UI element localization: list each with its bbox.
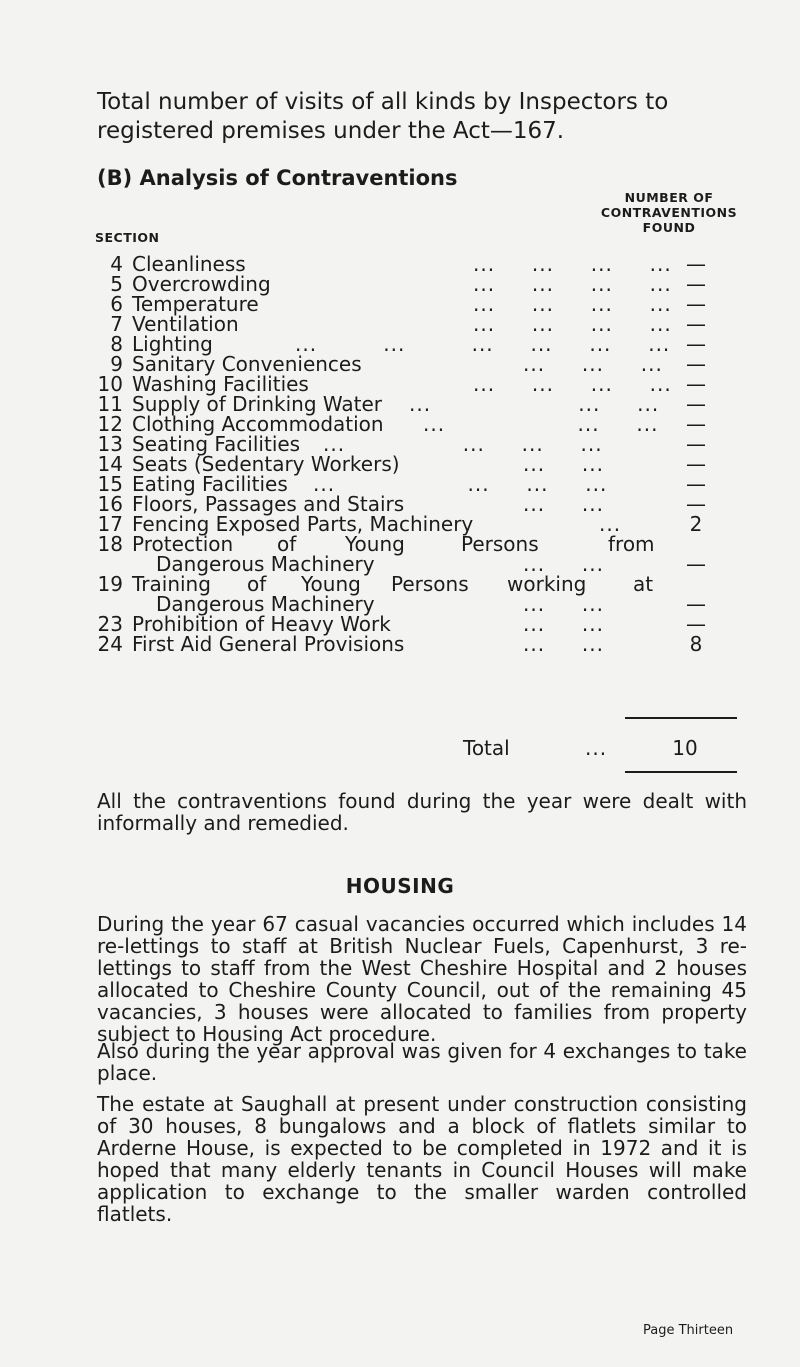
total-rule-bottom xyxy=(625,771,737,773)
contravention-count: — xyxy=(686,472,706,496)
contravention-count: — xyxy=(686,412,706,436)
section-label-word: of xyxy=(247,572,267,596)
column-header-number xyxy=(584,190,754,235)
total-rule-top xyxy=(625,717,737,719)
section-number: 23 xyxy=(97,612,123,636)
section-label: Seats (Sedentary Workers) xyxy=(132,452,400,476)
housing-heading: HOUSING xyxy=(345,874,455,898)
leader-dots: ... ... ... ... xyxy=(473,252,672,276)
contravention-count: — xyxy=(686,332,706,356)
table-row xyxy=(95,632,735,656)
table-row xyxy=(95,432,735,456)
section-label-word: of xyxy=(277,532,297,556)
leader-dots: ... ... ... ... xyxy=(473,372,672,396)
section-label-word: working xyxy=(507,572,587,596)
section-label: Ventilation xyxy=(132,312,239,336)
leader-dots: ... ... ... ... ... ... xyxy=(295,332,671,356)
housing-paragraph: During the year 67 casual vacancies occurred which includes 14 re-lettings to staff at British Nuclear Fuels, Capenhurst, 3 re-lettings to staff from the West Cheshire Hospital and 2 houses allocated to Cheshire County Council, out of the remaining 45 vacancies, 3 houses were allocated to families from property subject to Housing Act procedure. xyxy=(97,912,747,1046)
column-header-line: FOUND xyxy=(642,220,696,235)
table-row xyxy=(95,472,735,496)
leader-dots: ... xyxy=(599,512,622,536)
section-label-word: Young xyxy=(345,532,405,556)
section-number: 10 xyxy=(97,372,123,396)
contravention-count: — xyxy=(686,612,706,636)
table-row xyxy=(95,412,735,436)
housing-paragraph: The estate at Saughall at present under construction consisting of 30 houses, 8 bungalows and a block of flatlets similar to Arderne House, is expected to be completed in 1972 and it is hoped that many elderly tenants in Council Houses will make application to exchange to the smaller warden controlled flatlets. xyxy=(97,1092,747,1226)
column-header-line: NUMBER OF xyxy=(624,190,714,205)
table-row xyxy=(95,492,735,516)
page-footer: Page Thirteen xyxy=(643,1323,734,1338)
section-label: Fencing Exposed Parts, Machinery xyxy=(132,512,474,536)
leader-dots: ... ... ... xyxy=(409,392,660,416)
section-number: 18 xyxy=(97,532,123,556)
section-number: 4 xyxy=(110,252,123,276)
contravention-count: — xyxy=(686,272,706,296)
section-label-word: Persons xyxy=(391,572,469,596)
intro-paragraph: Total number of visits of all kinds by Inspectors to registered premises under the Act—167. xyxy=(97,89,669,144)
section-number: 17 xyxy=(97,512,123,536)
section-number: 5 xyxy=(110,272,123,296)
leader-dots: ... xyxy=(585,736,608,760)
total-value: 10 xyxy=(672,736,698,760)
section-label-continuation: Dangerous Machinery xyxy=(156,552,375,576)
section-label: Floors, Passages and Stairs xyxy=(132,492,405,516)
total-label: Total xyxy=(463,736,510,760)
section-label: Supply of Drinking Water xyxy=(132,392,382,416)
section-label: First Aid General Provisions xyxy=(132,632,405,656)
contravention-count: 8 xyxy=(689,632,703,656)
contravention-count: — xyxy=(686,552,706,576)
leader-dots: ... ... xyxy=(523,452,604,476)
section-label: Clothing Accommodation xyxy=(132,412,384,436)
section-label: Cleanliness xyxy=(132,252,246,276)
section-label: Overcrowding xyxy=(132,272,271,296)
section-heading: (B) Analysis of Contraventions xyxy=(97,166,458,190)
section-label-continuation: Dangerous Machinery xyxy=(156,592,375,616)
section-number: 13 xyxy=(97,432,123,456)
table-row xyxy=(95,392,735,416)
table-row xyxy=(95,312,735,336)
section-label: Prohibition of Heavy Work xyxy=(132,612,391,636)
leader-dots: ... ... ... xyxy=(423,412,659,436)
leader-dots: ... ... ... ... xyxy=(473,312,672,336)
section-label: Seating Facilities xyxy=(132,432,301,456)
contravention-count: — xyxy=(686,312,706,336)
section-label-word: Persons xyxy=(461,532,539,556)
housing-paragraph: Also during the year approval was given for 4 exchanges to take place. xyxy=(97,1039,747,1085)
table-row xyxy=(95,332,735,356)
table-row xyxy=(95,252,735,276)
leader-dots: ... ... xyxy=(523,632,604,656)
contraventions-table xyxy=(95,252,735,656)
contravention-count: — xyxy=(686,292,706,316)
table-row xyxy=(95,612,735,636)
leader-dots: ... ... xyxy=(523,492,604,516)
section-number: 9 xyxy=(110,352,123,376)
section-number: 6 xyxy=(110,292,123,316)
contravention-count: — xyxy=(686,252,706,276)
table-row xyxy=(95,512,735,536)
table-row xyxy=(95,292,735,316)
contravention-count: — xyxy=(686,492,706,516)
leader-dots: ... ... ... ... xyxy=(473,272,672,296)
section-number: 24 xyxy=(97,632,123,656)
section-label-word: Training xyxy=(132,572,211,596)
contravention-count: — xyxy=(686,592,706,616)
section-label: Sanitary Conveniences xyxy=(132,352,362,376)
column-header-section: SECTION xyxy=(95,230,160,245)
leader-dots: ... ... ... ... xyxy=(323,432,603,456)
table-row xyxy=(95,532,735,576)
leader-dots: ... ... ... xyxy=(523,352,663,376)
leader-dots: ... ... ... ... xyxy=(313,472,608,496)
section-number: 12 xyxy=(97,412,123,436)
leader-dots: ... ... ... ... xyxy=(473,292,672,316)
section-number: 8 xyxy=(110,332,123,356)
contravention-count: — xyxy=(686,392,706,416)
table-row xyxy=(95,372,735,396)
contravention-count: — xyxy=(686,372,706,396)
leader-dots: ... ... xyxy=(523,592,604,616)
section-number: 16 xyxy=(97,492,123,516)
column-header-line: CONTRAVENTIONS xyxy=(600,205,738,220)
section-label: Temperature xyxy=(132,292,259,316)
table-row xyxy=(95,352,735,376)
section-number: 11 xyxy=(97,392,123,416)
contravention-count: 2 xyxy=(689,512,703,536)
section-label-word: from xyxy=(608,532,655,556)
section-number: 19 xyxy=(97,572,123,596)
section-number: 15 xyxy=(97,472,123,496)
leader-dots: ... ... xyxy=(523,612,604,636)
section-label-word: Young xyxy=(301,572,361,596)
section-label-word: Protection xyxy=(132,532,234,556)
contravention-count: — xyxy=(686,352,706,376)
section-label: Eating Facilities xyxy=(132,472,288,496)
contraventions-note: All the contraventions found during the year were dealt with informally and remedied. xyxy=(97,789,747,835)
leader-dots: ... ... xyxy=(523,552,604,576)
contravention-count: — xyxy=(686,432,706,456)
contravention-count: — xyxy=(686,452,706,476)
table-row xyxy=(95,572,735,616)
section-number: 7 xyxy=(110,312,123,336)
section-number: 14 xyxy=(97,452,123,476)
section-label-word: at xyxy=(633,572,654,596)
section-label: Washing Facilities xyxy=(132,372,309,396)
table-row xyxy=(95,272,735,296)
table-row xyxy=(95,452,735,476)
section-label: Lighting xyxy=(132,332,213,356)
